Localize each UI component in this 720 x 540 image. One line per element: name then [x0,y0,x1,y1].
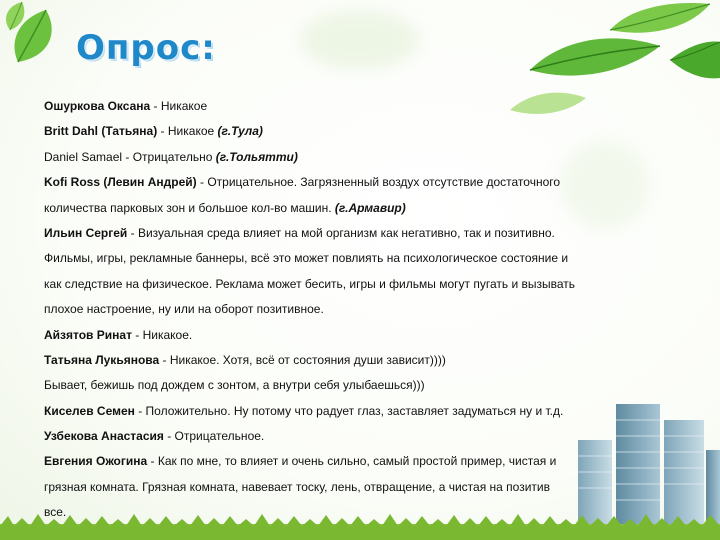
response-text: - Визуальная среда влияет на мой организм как негативно, так и позитивно. [127,225,555,240]
response-text: как следствие на физическое. Реклама может бесить, игры и фильмы могут пугать и вызывать [44,276,576,291]
response-line [44,145,684,170]
survey-responses [44,94,684,526]
response-line [44,373,684,398]
response-line [44,196,684,221]
response-text: - Никакое [150,99,208,113]
response-text: плохое настроение, ну или на оборот позитивное. [44,302,324,317]
response-line [44,475,684,500]
response-text: - Как по мне, то влияет и очень сильно, самый простой пример, чистая и [147,454,557,469]
response-text: - Положительно. Ну потому что радует глаз, заставляет задуматься ну и т.д. [134,403,564,418]
respondent-name: Татьяна Лукьянова [44,352,160,367]
respondent-name: Евгения Ожогина [44,454,148,469]
response-line [44,119,684,144]
response-line [44,170,684,195]
respondent-name: Kofi Ross (Левин Андрей) [44,175,197,190]
response-text: - Никакое [157,124,218,139]
respondent-city: (г.Армавир) [334,200,406,215]
respondent-name: Узбекова Анастасия [44,429,164,444]
respondent-city: (г.Тольятти) [215,149,298,164]
response-text: - Никакое. Хотя, всё от состояния души зависит)))) [159,352,446,367]
respondent-name: Ильин Сергей [44,225,128,240]
respondent-name: Киселев Семен [44,403,135,418]
respondent-name: Айзятов Ринат [44,327,132,342]
response-line [44,424,684,449]
page-title: Опрос: [76,28,216,68]
response-text: все. [44,505,67,520]
bokeh-decoration [300,10,420,70]
response-line [44,297,684,322]
response-text: - Отрицательное. Загрязненный воздух отсутствие достаточного [196,175,561,190]
response-text: Фильмы, игры, рекламные баннеры, всё это может повлиять на психологическое состояние и [44,251,569,266]
response-line [44,221,684,246]
response-text: - Никакое. [131,327,193,342]
response-line [44,246,684,271]
response-text: количества парковых зон и большое кол-во машин. [44,200,335,215]
respondent-name: Britt Dahl (Татьяна) [44,124,158,139]
respondent-city: (г.Тула) [217,124,263,139]
response-line [44,399,684,424]
response-line [44,94,684,119]
response-text: Daniel Samael - Отрицательно [44,149,216,164]
response-line [44,449,684,474]
response-line [44,323,684,348]
response-text: грязная комната. Грязная комната, навевает тоску, лень, отвращение, а чистая на позитив [44,479,550,494]
response-text: - Отрицательное. [163,429,265,444]
response-line [44,272,684,297]
respondent-name: Ошуркова Оксана [44,99,151,113]
response-line [44,348,684,373]
response-line [44,500,684,525]
response-text: Бывает, бежишь под дождем с зонтом, а внутри себя улыбаешься))) [44,378,425,393]
